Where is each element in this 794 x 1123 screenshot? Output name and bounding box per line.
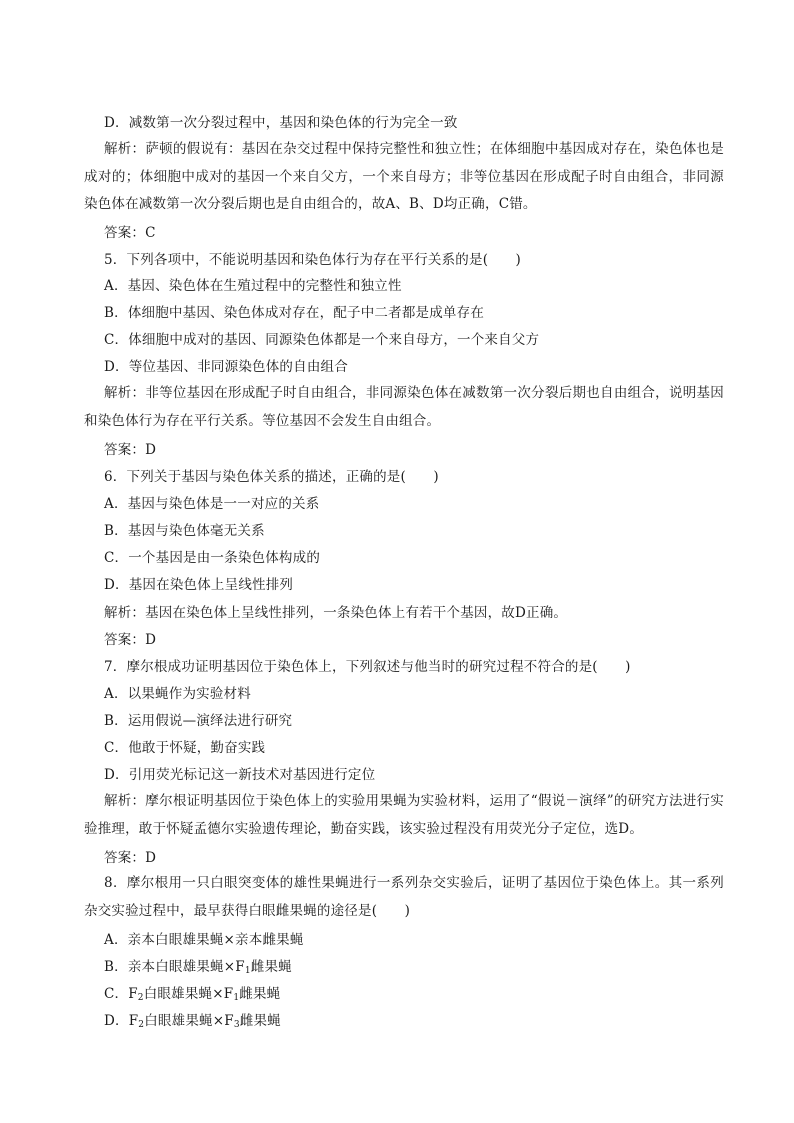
q8-option-c-text-mid: 白眼雄果蝇×F [143,986,234,1002]
q4-analysis: 解析：萨顿的假说有：基因在杂交过程中保持完整性和独立性；在体细胞中基因成对存在，染色体也是成对的；体细胞中成对的基因一个来自父方，一个来自母方；非等位基因在形成配子时自由组合，非同源染色体在减数第一次分裂后期也是自由组合的，故A、B、D均正确，C错。 [84,141,724,212]
q7-option-c: C．他敢于怀疑，勤奋实践 [104,740,266,756]
q7-answer: 答案：D [104,850,157,866]
q6-option-d: D．基因在染色体上呈线性排列 [104,577,294,593]
q8-option-b [104,958,744,976]
q8-option-d-text-mid: 白眼雄果蝇×F [144,1013,234,1029]
q6-option-c: C．一个基因是由一条染色体构成的 [104,550,321,566]
q7-stem: 7．摩尔根成功证明基因位于染色体上，下列叙述与他当时的研究过程不符合的是( ) [104,659,631,675]
q8-option-c-subscript-1: 2 [137,993,144,1003]
q7-option-d: D．引用荧光标记这一新技术对基因进行定位 [104,767,376,783]
q6-stem: 6．下列关于基因与染色体关系的描述，正确的是( ) [104,469,439,485]
q8-option-d-subscript-1: 2 [138,1020,145,1030]
q8-stem: 8．摩尔根用一只白眼突变体的雄性果蝇进行一系列杂交实验后，证明了基因位于染色体上。其一系列杂交实验过程中，最早获得白眼雌果蝇的途径是( ) [84,875,724,919]
q6-option-a: A．基因与染色体是一一对应的关系 [104,496,320,512]
q8-option-d-text-end: 雌果蝇 [239,1013,281,1029]
q8-option-d [104,1012,744,1030]
q4-answer: 答案：C [104,225,156,241]
q5-option-c: C．体细胞中成对的基因、同源染色体都是一个来自母方，一个来自父方 [104,332,540,348]
q7-analysis: 解析：摩尔根证明基因位于染色体上的实验用果蝇为实验材料，运用了“假说－演绎”的研究方法进行实验推理，敢于怀疑孟德尔实验遗传理论，勤奋实践，该实验过程没有用荧光分子定位，选D。 [84,793,724,837]
q7-option-b: B．运用假说—演绎法进行研究 [104,713,293,729]
q6-option-b: B．基因与染色体毫无关系 [104,523,265,539]
q5-option-d: D．等位基因、非同源染色体的自由组合 [104,359,348,375]
q8-option-d-text: D．F [104,1013,139,1029]
q6-analysis: 解析：基因在染色体上呈线性排列，一条染色体上有若干个基因，故D正确。 [104,605,568,621]
q8-option-c-subscript-2: 1 [233,993,240,1003]
q5-option-b: B．体细胞中基因、染色体成对存在，配子中二者都是成单存在 [104,305,485,321]
q7-option-a: A．以果蝇作为实验材料 [104,686,251,702]
q5-analysis: 解析：非等位基因在形成配子时自由组合，非同源染色体在减数第一次分裂后期也自由组合，说明基因和染色体行为存在平行关系。等位基因不会发生自由组合。 [84,385,724,429]
q8-option-a: A．亲本白眼雄果蝇×亲本雌果蝇 [104,932,304,948]
q4-option-d: D．减数第一次分裂过程中，基因和染色体的行为完全一致 [104,115,458,131]
q5-option-a: A．基因、染色体在生殖过程中的完整性和独立性 [104,278,402,294]
q5-answer: 答案：D [104,442,157,458]
q8-option-b-subscript: 1 [244,966,251,976]
q8-option-b-text-end: 雌果蝇 [250,959,292,975]
q8-option-c [104,985,744,1003]
q8-option-b-text: B．亲本白眼雄果蝇×F [104,959,245,975]
q8-option-c-text-end: 雌果蝇 [239,986,281,1002]
q8-option-c-text: C．F [104,986,138,1002]
q5-stem: 5．下列各项中，不能说明基因和染色体行为存在平行关系的是( ) [104,252,522,268]
q6-answer: 答案：D [104,632,157,648]
q8-option-d-subscript-2: 3 [233,1020,240,1030]
